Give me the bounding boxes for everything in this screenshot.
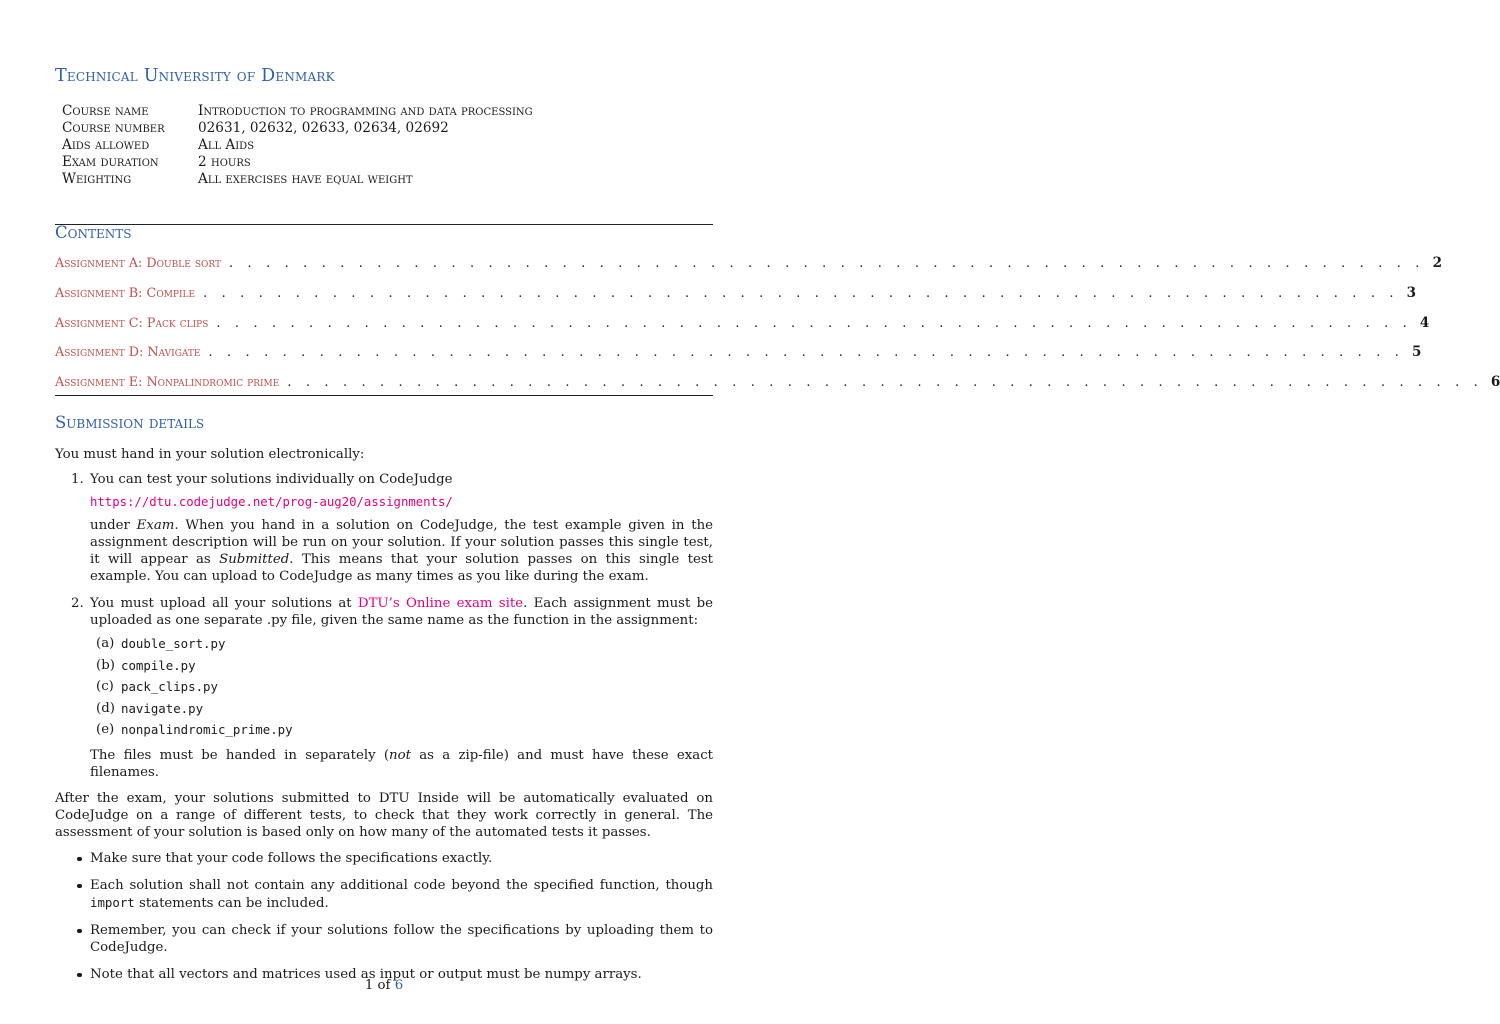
file-item — [90, 700, 713, 722]
file-name: nonpalindromic_prime.py — [121, 722, 293, 737]
file-name: double_sort.py — [121, 636, 226, 651]
step-1-paragraph — [90, 517, 713, 585]
toc-leader: . . . . . . . . . . . . . . . . . . . . . . . . . . . . . . . . . . . . . . . . . . . . . . . . . . . . . . . . . . . . . . . . . — [203, 286, 1399, 301]
toc-page-number[interactable]: 6 — [1490, 374, 1500, 390]
files-note — [90, 747, 713, 781]
info-row — [62, 171, 533, 188]
info-value: Introduction to programming and data processing — [198, 103, 533, 119]
file-letter: (b) — [96, 657, 115, 673]
info-value: All Aids — [198, 137, 255, 153]
contents-bottom-rule — [55, 395, 713, 396]
bullet-item: Remember, you can check if your solutions follow the specifications by uploading them to CodeJudge. — [55, 922, 713, 956]
course-info-table — [62, 103, 533, 188]
file-letter: (c) — [96, 679, 114, 694]
file-item — [90, 678, 713, 700]
import-code: import — [90, 894, 135, 910]
toc-leader: . . . . . . . . . . . . . . . . . . . . . . . . . . . . . . . . . . . . . . . . . . . . . . . . . . . . . . . . . . . . . . . . . — [208, 345, 1405, 360]
online-exam-site-link[interactable]: DTU’s Online exam site — [357, 596, 524, 611]
toc-entry-compile[interactable] — [55, 285, 1417, 303]
text-span: Each solution shall not contain any additional code beyond the specified function, though — [90, 877, 713, 893]
toc-entry-navigate[interactable] — [55, 344, 1422, 362]
exam-emphasis: Exam — [136, 518, 175, 533]
file-list — [90, 635, 713, 743]
info-key: Aids allowed — [62, 137, 150, 153]
info-row — [62, 154, 533, 171]
submission-heading: Submission details — [55, 413, 205, 432]
university-title: Technical University of Denmark — [55, 66, 335, 86]
step-number: 1. — [71, 472, 84, 487]
file-item — [90, 721, 713, 743]
bullet-item — [55, 877, 713, 912]
info-key: Course number — [62, 120, 165, 136]
contents-heading: Contents — [55, 223, 132, 242]
bullet-item: Make sure that your code follows the specifications exactly. — [55, 850, 713, 867]
step-2 — [55, 595, 713, 781]
toc-label[interactable]: Assignment A: Double sort — [55, 256, 222, 271]
info-key: Exam duration — [62, 154, 159, 170]
not-emphasis: not — [389, 747, 411, 763]
info-value: 2 hours — [198, 154, 251, 170]
toc-label[interactable]: Assignment D: Navigate — [55, 345, 201, 360]
current-page: 1 — [364, 978, 374, 993]
submitted-emphasis: Submitted — [219, 552, 290, 567]
step-1-text: You can test your solutions individually on CodeJudge — [90, 472, 453, 487]
after-exam-paragraph: After the exam, your solutions submitted to DTU Inside will be automatically evaluated on CodeJudge on a range of different tests, to check that they work correctly in general. The assessment of your solution is based only on how many of the automated tests it passes. — [55, 790, 713, 840]
info-row — [62, 137, 533, 154]
text-span: . Each assignment must be uploaded as one separate .py file, given the same name as the function in the assignment: — [90, 596, 713, 628]
bullet-item: Note that all vectors and matrices used as input or output must be numpy arrays. — [55, 966, 713, 983]
toc-label[interactable]: Assignment E: Nonpalindromic prime — [55, 375, 280, 390]
submission-intro: You must hand in your solution electronically: — [55, 447, 365, 462]
file-item — [90, 635, 713, 657]
text-span: . When you hand in a solution on CodeJudge, the test example given in the assignment description will be run on your solution. If your solution passes this single test, it will appear as — [90, 518, 713, 567]
toc-leader: . . . . . . . . . . . . . . . . . . . . . . . . . . . . . . . . . . . . . . . . . . . . . . . . . . . . . . . . . . . . . . . . . — [229, 256, 1425, 271]
toc-page-number[interactable]: 2 — [1432, 255, 1442, 271]
file-name: pack_clips.py — [121, 679, 218, 694]
toc-label[interactable]: Assignment B: Compile — [55, 286, 196, 301]
toc-label[interactable]: Assignment C: Pack clips — [55, 316, 209, 331]
text-span: The files must be handed in separately ( — [90, 747, 390, 763]
file-name: compile.py — [121, 657, 196, 673]
text-span: under — [90, 518, 137, 533]
step-1 — [55, 471, 713, 585]
toc-page-number[interactable]: 3 — [1406, 285, 1417, 301]
text-span: as a zip-file) and must have these exact filenames. — [90, 747, 713, 780]
toc-entry-pack-clips[interactable] — [55, 315, 1430, 333]
toc-page-number[interactable]: 5 — [1412, 344, 1422, 360]
file-item — [90, 657, 713, 679]
file-name: navigate.py — [121, 700, 204, 716]
toc-entry-double-sort[interactable] — [55, 255, 1442, 273]
info-key: Weighting — [62, 171, 132, 187]
text-span: You must upload all your solutions at — [90, 596, 358, 611]
file-letter: (d) — [96, 700, 115, 716]
contents-top-rule — [55, 224, 713, 225]
text-span: . This means that your solution passes on this single test example. You can upload to CodeJudge as many times as you like during the exam. — [90, 552, 713, 584]
info-key: Course name — [62, 103, 149, 119]
of-text: of — [377, 978, 391, 993]
codejudge-url-link[interactable]: https://dtu.codejudge.net/prog-aug20/assignments/ — [90, 495, 453, 509]
text-span: statements can be included. — [134, 895, 329, 911]
info-value: All exercises have equal weight — [198, 171, 413, 187]
file-letter: (e) — [96, 722, 115, 737]
info-value: 02631, 02632, 02633, 02634, 02692 — [198, 120, 449, 136]
toc-leader: . . . . . . . . . . . . . . . . . . . . . . . . . . . . . . . . . . . . . . . . . . . . . . . . . . . . . . . . . . . . . . . . . — [216, 316, 1412, 331]
info-row — [62, 120, 533, 137]
file-letter: (a) — [96, 636, 115, 651]
toc-leader: . . . . . . . . . . . . . . . . . . . . . . . . . . . . . . . . . . . . . . . . . . . . . . . . . . . . . . . . . . . . . . . . . — [287, 375, 1483, 390]
page-footer — [0, 978, 768, 993]
step-2-text — [90, 595, 713, 629]
submission-body — [55, 446, 713, 983]
info-row — [62, 103, 533, 120]
total-pages-link[interactable]: 6 — [394, 978, 404, 993]
step-number: 2. — [71, 596, 84, 611]
toc-page-number[interactable]: 4 — [1419, 315, 1430, 331]
toc-entry-nonpalindromic-prime[interactable] — [55, 374, 1500, 392]
